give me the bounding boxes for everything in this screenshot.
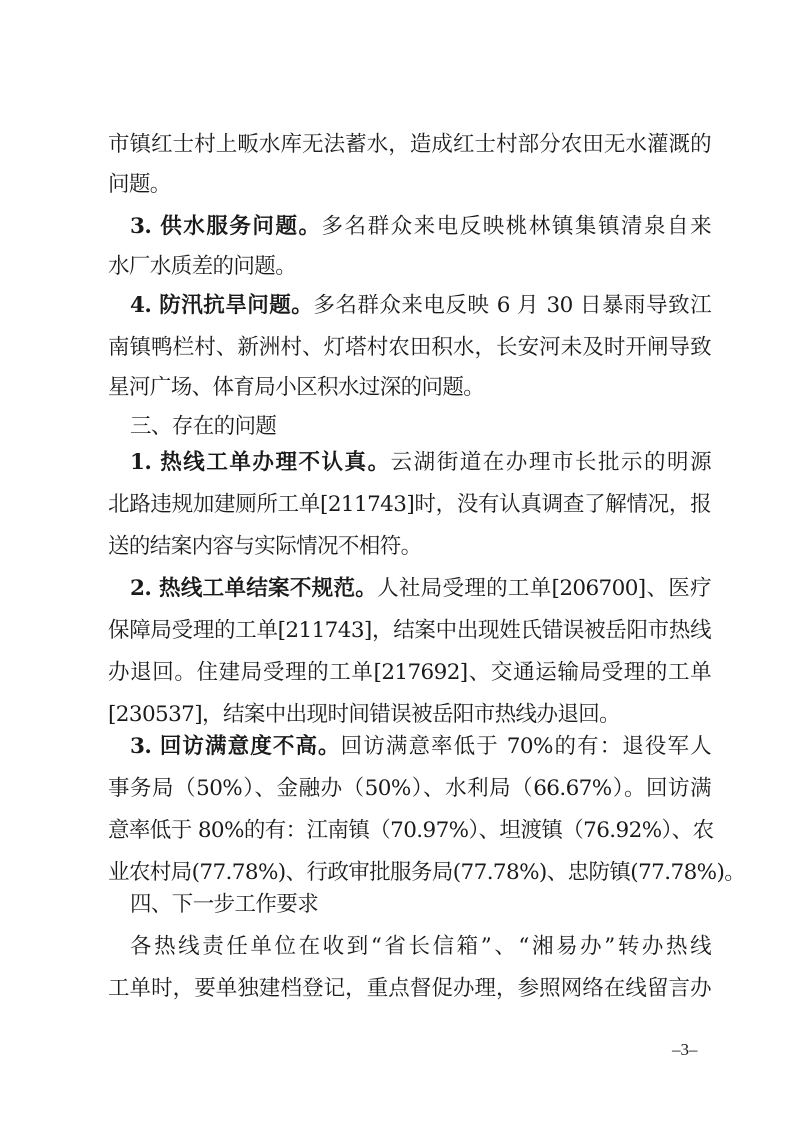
section-heading: 四、下一步工作要求 bbox=[130, 892, 319, 917]
item-heading: 1. 热线工单办理不认真。 bbox=[130, 450, 391, 475]
item-text: 回访满意率低于 70%的有：退役军人 bbox=[340, 734, 711, 759]
text-line: 市镇红士村上畈水库无法蓄水，造成红士村部分农田无水灌溉的 bbox=[108, 132, 711, 157]
text-line: 问题。 bbox=[108, 172, 171, 197]
item-heading: 2. 热线工单结案不规范。 bbox=[130, 576, 378, 601]
list-item-line bbox=[130, 575, 711, 603]
list-item-line bbox=[130, 733, 711, 761]
item-text: 多名群众来电反映 6 月 30 日暴雨导致江 bbox=[313, 293, 711, 318]
item-text: 多名群众来电反映桃林镇集镇清泉自来 bbox=[321, 214, 711, 239]
text-line: 办退回。住建局受理的工单[217692]、交通运输局受理的工单 bbox=[108, 660, 711, 685]
item-heading: 4. 防汛抗旱问题。 bbox=[130, 293, 314, 318]
page-number: –3– bbox=[672, 1040, 698, 1059]
text-line: 业农村局(77.78%)、行政审批服务局(77.78%)、忠防镇(77.78%)。 bbox=[108, 860, 746, 885]
text-line: 北路违规加建厕所工单[211743]时，没有认真调查了解情况，报 bbox=[108, 492, 711, 517]
text-line: 送的结案内容与实际情况不相符。 bbox=[108, 534, 422, 559]
section-heading: 三、存在的问题 bbox=[130, 414, 277, 439]
item-heading: 3. 供水服务问题。 bbox=[130, 214, 322, 239]
text-line: 南镇鸭栏村、新洲村、灯塔村农田积水，长安河未及时开闸导致 bbox=[108, 335, 711, 360]
text-line: [230537]，结案中出现时间错误被岳阳市热线办退回。 bbox=[108, 702, 621, 727]
text-line: 意率低于 80%的有：江南镇（70.97%）、坦渡镇（76.92%）、农 bbox=[108, 818, 714, 843]
text-line: 星河广场、体育局小区积水过深的问题。 bbox=[108, 375, 485, 400]
list-item-line bbox=[130, 213, 711, 241]
item-text: 云湖街道在办理市长批示的明源 bbox=[390, 450, 711, 475]
text-line: 水厂水质差的问题。 bbox=[108, 254, 297, 279]
item-text: 人社局受理的工单[206700]、医疗 bbox=[377, 576, 711, 601]
list-item-line bbox=[130, 292, 711, 320]
text-line: 保障局受理的工单[211743]，结案中出现姓氏错误被岳阳市热线 bbox=[108, 618, 711, 643]
text-line: 事务局（50%）、金融办（50%）、水利局（66.67%）。回访满 bbox=[108, 776, 711, 801]
list-item-line bbox=[130, 449, 711, 477]
text-line: 各热线责任单位在收到“省长信箱”、“湘易办”转办热线 bbox=[130, 934, 711, 959]
item-heading: 3. 回访满意度不高。 bbox=[130, 734, 341, 759]
text-line: 工单时，要单独建档登记，重点督促办理，参照网络在线留言办 bbox=[108, 976, 711, 1001]
